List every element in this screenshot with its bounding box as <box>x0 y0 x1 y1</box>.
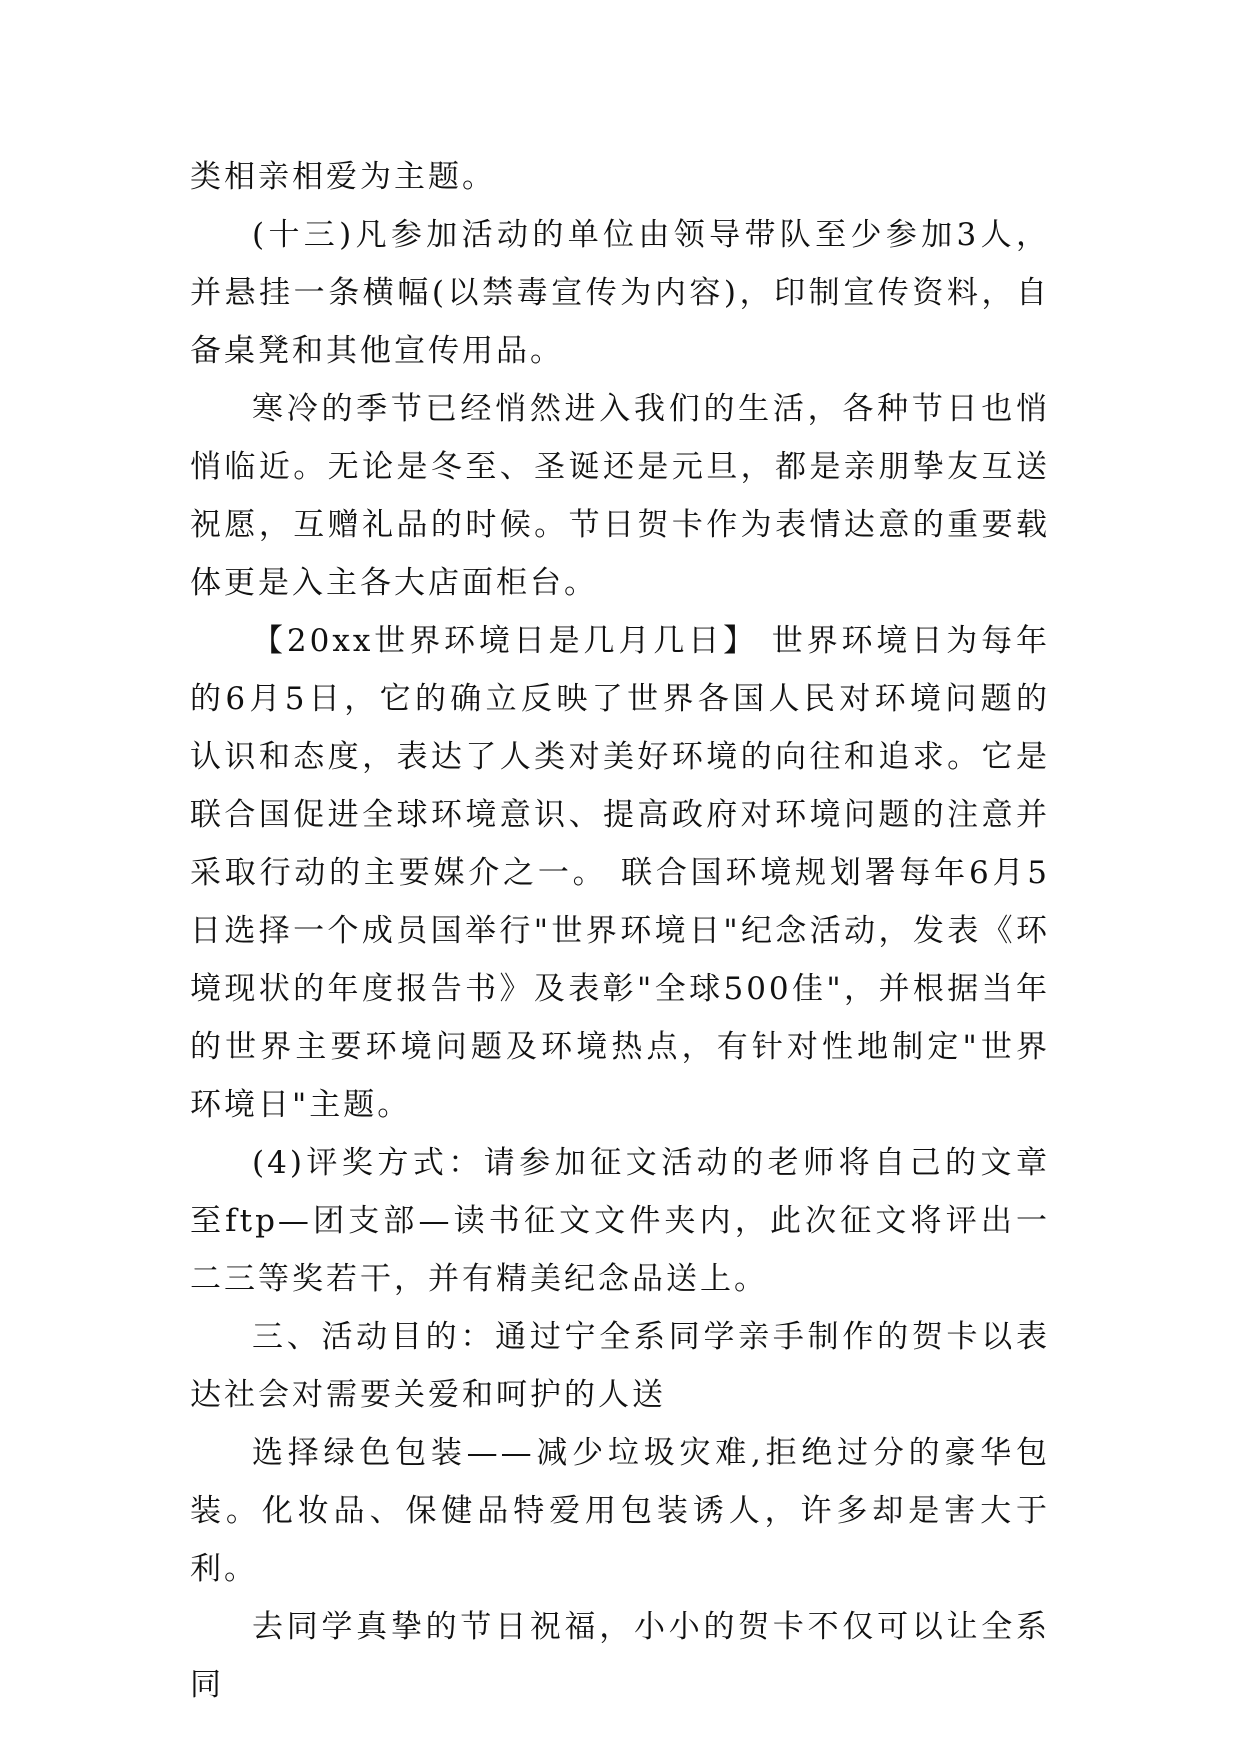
paragraph-2: (十三)凡参加活动的单位由领导带队至少参加3人，并悬挂一条横幅(以禁毒宣传为内容)，印制宣传资料，自备桌凳和其他宣传用品。 <box>190 217 1050 369</box>
paragraph-1: 类相亲相爱为主题。 <box>190 159 496 195</box>
paragraph-8: 去同学真挚的节日祝福，小小的贺卡不仅可以让全系同 <box>190 1609 1050 1703</box>
document-body <box>190 148 1050 1714</box>
paragraph-6: 三、活动目的：通过宁全系同学亲手制作的贺卡以表达社会对需要关爱和呵护的人送 <box>190 1319 1050 1413</box>
paragraph-7: 选择绿色包装——减少垃圾灾难,拒绝过分的豪华包装。化妆品、保健品特爱用包装诱人，许多却是害大于利。 <box>190 1435 1050 1587</box>
paragraph-5: (4)评奖方式：请参加征文活动的老师将自己的文章至ftp—团支部—读书征文文件夹内，此次征文将评出一二三等奖若干，并有精美纪念品送上。 <box>190 1145 1050 1297</box>
paragraph-3: 寒冷的季节已经悄然进入我们的生活，各种节日也悄悄临近。无论是冬至、圣诞还是元旦，都是亲朋挚友互送祝愿，互赠礼品的时候。节日贺卡作为表情达意的重要载体更是入主各大店面柜台。 <box>190 391 1050 601</box>
paragraph-4: 【20xx世界环境日是几月几日】 世界环境日为每年的6月5日，它的确立反映了世界各国人民对环境问题的认识和态度，表达了人类对美好环境的向往和追求。它是联合国促进全球环境意识、提高政府对环境问题的注意并采取行动的主要媒介之一。 联合国环境规划署每年6月5日选择一个成员国举行"世界环境日"纪念活动，发表《环境现状的年度报告书》及表彰"全球500佳"，并根据当年的世界主要环境问题及环境热点，有针对性地制定"世界环境日"主题。 <box>190 623 1050 1123</box>
